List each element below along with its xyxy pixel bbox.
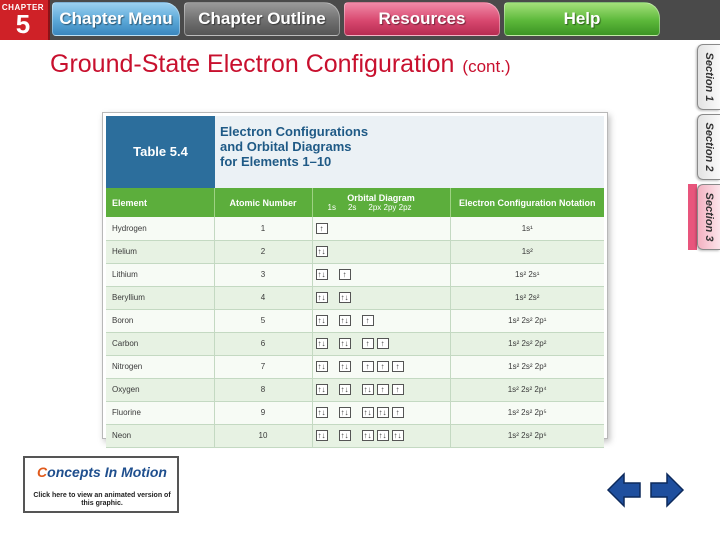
chapter-badge[interactable] — [0, 0, 50, 40]
orbital-box: ↑↓ — [363, 385, 372, 394]
cell-orbital-diagram — [312, 309, 450, 332]
tab-chapter-outline[interactable]: Chapter Outline — [184, 2, 340, 36]
orbital-box: ↑ — [362, 315, 374, 326]
cell-orbital-diagram — [312, 240, 450, 263]
cell-atomic-number: 5 — [214, 309, 312, 332]
orbital-box — [377, 292, 389, 303]
orbital-box: ↑↓ — [363, 431, 372, 440]
orbital-box: ↑ — [392, 361, 404, 372]
cell-notation: 1s² 2s² — [450, 286, 604, 309]
orbital-box: ↑ — [377, 361, 389, 372]
table-number: Table 5.4 — [106, 116, 215, 188]
cell-element: Helium — [106, 240, 214, 263]
orbital-subheader-2s: 2s — [347, 203, 357, 212]
table-row — [106, 240, 604, 263]
concepts-caption: Click here to view an animated version of this graphic. — [33, 492, 171, 507]
cell-notation: 1s² 2s² 2p⁵ — [450, 401, 604, 424]
orbital-box-group — [316, 246, 447, 258]
orbital-box: ↑↓ — [317, 247, 326, 256]
concepts-logo-text: oncepts In Motion — [47, 464, 167, 480]
section-tab-3[interactable] — [697, 184, 720, 250]
electron-config-table — [106, 188, 604, 448]
cell-orbital-diagram — [312, 286, 450, 309]
orbital-box — [392, 315, 404, 326]
orbital-box-group — [316, 222, 447, 234]
col-header-atomic-number: Atomic Number — [214, 188, 312, 217]
top-nav-bar — [0, 0, 720, 40]
orbital-box: ↑↓ — [340, 431, 349, 440]
orbital-box — [339, 223, 351, 234]
orbital-box — [392, 292, 404, 303]
orbital-box: ↑ — [377, 338, 389, 349]
table-row — [106, 309, 604, 332]
orbital-box: ↑↓ — [340, 316, 349, 325]
table-header-band — [106, 116, 604, 188]
orbital-box: ↑↓ — [317, 408, 326, 417]
orbital-box — [377, 315, 389, 326]
orbital-box: ↑↓ — [317, 431, 326, 440]
cell-element: Beryllium — [106, 286, 214, 309]
cell-notation: 1s² 2s² 2p² — [450, 332, 604, 355]
section-tab-2[interactable] — [697, 114, 720, 180]
table-row — [106, 332, 604, 355]
orbital-box: ↑↓ — [317, 316, 326, 325]
cell-atomic-number: 6 — [214, 332, 312, 355]
orbital-box: ↑ — [362, 361, 374, 372]
orbital-box — [392, 269, 404, 280]
orbital-box: ↑↓ — [317, 270, 326, 279]
orbital-box: ↑ — [377, 384, 389, 395]
col-header-notation: Electron Configuration Notation — [450, 188, 604, 217]
orbital-box: ↑↓ — [378, 408, 387, 417]
cell-orbital-diagram — [312, 424, 450, 447]
table-row — [106, 286, 604, 309]
concepts-in-motion-logo — [29, 464, 175, 480]
tab-help[interactable]: Help — [504, 2, 660, 36]
orbital-box — [377, 246, 389, 257]
orbital-box — [377, 223, 389, 234]
cell-notation: 1s¹ — [450, 217, 604, 240]
orbital-box-group — [316, 338, 447, 350]
orbital-box: ↑↓ — [393, 431, 402, 440]
chapter-number: 5 — [15, 9, 31, 39]
cell-atomic-number: 2 — [214, 240, 312, 263]
orbital-box: ↑↓ — [317, 339, 326, 348]
cell-notation: 1s² 2s² 2p¹ — [450, 309, 604, 332]
page-title-text: Ground-State Electron Configuration — [50, 50, 455, 78]
orbital-box: ↑ — [362, 338, 374, 349]
page-title-suffix: (cont.) — [462, 57, 511, 76]
orbital-box: ↑ — [392, 384, 404, 395]
orbital-box: ↑↓ — [317, 362, 326, 371]
orbital-box — [362, 269, 374, 280]
orbital-box: ↑↓ — [317, 293, 326, 302]
cell-element: Neon — [106, 424, 214, 447]
orbital-box: ↑ — [316, 223, 328, 234]
electron-config-table-card — [102, 112, 608, 439]
cell-element: Fluorine — [106, 401, 214, 424]
cell-atomic-number: 8 — [214, 378, 312, 401]
cell-orbital-diagram — [312, 332, 450, 355]
table-caption-line-1: Electron Configurations — [220, 124, 369, 139]
orbital-box: ↑↓ — [340, 385, 349, 394]
table-row — [106, 401, 604, 424]
orbital-box: ↑↓ — [317, 385, 326, 394]
cell-atomic-number: 4 — [214, 286, 312, 309]
orbital-box: ↑↓ — [340, 339, 349, 348]
cell-notation: 1s² 2s² 2p⁴ — [450, 378, 604, 401]
cell-orbital-diagram — [312, 217, 450, 240]
section-3-active-marker — [688, 184, 697, 250]
table-row — [106, 424, 604, 447]
tab-resources[interactable]: Resources — [344, 2, 500, 36]
cell-element: Oxygen — [106, 378, 214, 401]
orbital-box-group — [316, 315, 447, 327]
orbital-box: ↑ — [339, 269, 351, 280]
orbital-box — [392, 223, 404, 234]
cell-notation: 1s² 2s¹ — [450, 263, 604, 286]
orbital-box — [392, 246, 404, 257]
cell-orbital-diagram — [312, 378, 450, 401]
orbital-box: ↑↓ — [340, 362, 349, 371]
cell-element: Hydrogen — [106, 217, 214, 240]
cell-orbital-diagram — [312, 355, 450, 378]
orbital-box: ↑↓ — [340, 408, 349, 417]
orbital-box-group — [316, 292, 447, 304]
orbital-box-group — [316, 407, 447, 419]
cell-notation: 1s² 2s² 2p⁶ — [450, 424, 604, 447]
orbital-subheader-2p: 2px 2py 2pz — [368, 203, 412, 212]
arrow-left-icon[interactable] — [606, 470, 642, 510]
table-row — [106, 378, 604, 401]
orbital-box-group — [316, 384, 447, 396]
orbital-box — [339, 246, 351, 257]
cell-element: Carbon — [106, 332, 214, 355]
section-tab-3-label: Section 3 — [703, 192, 715, 242]
cell-notation: 1s² 2s² 2p³ — [450, 355, 604, 378]
orbital-box: ↑ — [392, 407, 404, 418]
table-caption-line-2: and Orbital Diagrams — [220, 139, 352, 154]
orbital-box-group — [316, 361, 447, 373]
cell-atomic-number: 10 — [214, 424, 312, 447]
cell-notation: 1s² — [450, 240, 604, 263]
cell-atomic-number: 9 — [214, 401, 312, 424]
arrow-right-icon[interactable] — [649, 470, 685, 510]
orbital-subheader-1s: 1s — [327, 203, 336, 212]
table-caption-line-3: for Elements 1–10 — [220, 154, 332, 169]
section-tab-2-label: Section 2 — [703, 122, 715, 172]
table-body — [106, 217, 604, 447]
table-row — [106, 355, 604, 378]
orbital-box — [362, 223, 374, 234]
col-header-orbital-diagram — [312, 188, 450, 217]
concepts-in-motion-button[interactable] — [23, 456, 179, 513]
orbital-subheaders — [316, 203, 447, 212]
cell-atomic-number: 3 — [214, 263, 312, 286]
tab-chapter-menu[interactable]: Chapter Menu — [52, 2, 180, 36]
cell-orbital-diagram — [312, 263, 450, 286]
cell-orbital-diagram — [312, 401, 450, 424]
orbital-box — [392, 338, 404, 349]
chapter-label: CHAPTER — [1, 3, 45, 12]
concepts-logo-prefix: C — [37, 464, 48, 480]
table-row — [106, 263, 604, 286]
orbital-box: ↑↓ — [340, 293, 349, 302]
orbital-box-group — [316, 430, 447, 442]
orbital-box-group — [316, 269, 447, 281]
table-caption — [220, 124, 604, 169]
cell-element: Nitrogen — [106, 355, 214, 378]
section-tab-1[interactable] — [697, 44, 720, 110]
col-header-orbital-title: Orbital Diagram — [347, 193, 415, 203]
cell-element: Lithium — [106, 263, 214, 286]
section-tab-1-label: Section 1 — [703, 52, 715, 102]
table-row — [106, 217, 604, 240]
table-header-row — [106, 188, 604, 217]
orbital-box: ↑↓ — [378, 431, 387, 440]
cell-atomic-number: 1 — [214, 217, 312, 240]
cell-atomic-number: 7 — [214, 355, 312, 378]
orbital-box — [377, 269, 389, 280]
page-title — [50, 50, 511, 79]
orbital-box — [362, 246, 374, 257]
orbital-box: ↑↓ — [363, 408, 372, 417]
col-header-element: Element — [106, 188, 214, 217]
cell-element: Boron — [106, 309, 214, 332]
orbital-box — [362, 292, 374, 303]
